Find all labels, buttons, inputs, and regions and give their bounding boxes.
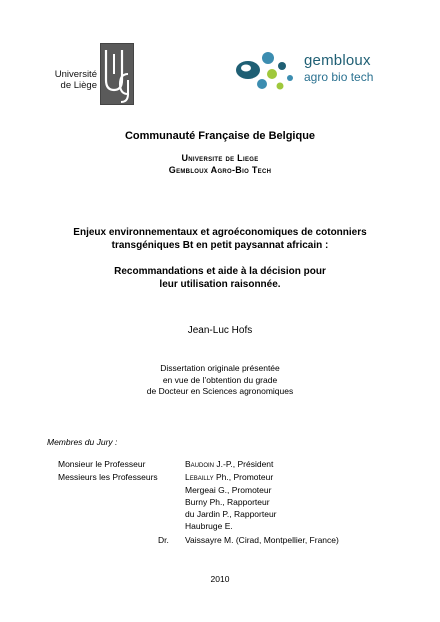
jury-member-3: Mergeai G., Promoteur — [185, 485, 272, 495]
title-line-3: Recommandations et aide à la décision pour — [114, 266, 326, 277]
gembloux-dots-icon — [232, 48, 302, 98]
gembloux-logo-name: gembloux — [304, 52, 371, 69]
jury-member-6: Haubruge E. — [185, 521, 233, 531]
jury-role-doctor: Dr. — [158, 535, 169, 545]
gembloux-logo-tagline: agro bio tech — [304, 70, 374, 84]
dissertation-line-1: Dissertation originale présentée — [160, 363, 280, 373]
uliege-logo-line2: de Liège — [60, 80, 97, 91]
jury-member-2-rest: Ph., Promoteur — [213, 472, 274, 482]
year: 2010 — [210, 574, 230, 584]
jury-member-1 — [185, 459, 273, 470]
jury-member-5: du Jardin P., Rapporteur — [185, 509, 277, 519]
jury-member-2-surname: Lebailly — [185, 472, 214, 482]
uliege-logo-text — [45, 69, 97, 91]
jury-role-professor: Monsieur le Professeur — [58, 459, 146, 469]
faculty-name: Gembloux Agro-Bio Tech — [168, 165, 272, 175]
uliege-logo-line1: Université — [54, 69, 97, 80]
uliege-logo — [45, 43, 135, 105]
jury-member-1-surname: Baudoin — [185, 459, 215, 469]
author-name: Jean-Luc Hofs — [187, 325, 253, 336]
jury-member-1-rest: J.-P., Président — [214, 459, 274, 469]
uliege-mark-icon — [100, 43, 134, 105]
community-heading: Communauté Française de Belgique — [124, 130, 316, 142]
university-name: Universite de Liege — [181, 153, 259, 163]
dissertation-line-2: en vue de l’obtention du grade — [162, 375, 278, 385]
jury-member-7: Vaissayre M. (Cirad, Montpellier, France) — [185, 535, 339, 545]
jury-member-2 — [185, 472, 273, 483]
jury-heading: Membres du Jury : — [47, 437, 118, 447]
title-line-2: transgéniques Bt en petit paysannat africain : — [111, 240, 329, 251]
jury-role-professors: Messieurs les Professeurs — [58, 472, 158, 482]
title-line-4: leur utilisation raisonnée. — [159, 279, 281, 290]
dissertation-line-3: de Docteur en Sciences agronomiques — [146, 386, 294, 396]
title-line-1: Enjeux environnementaux et agroéconomiques de cotonniers — [73, 227, 367, 238]
gembloux-logo — [232, 48, 402, 98]
jury-member-4: Burny Ph., Rapporteur — [185, 497, 270, 507]
